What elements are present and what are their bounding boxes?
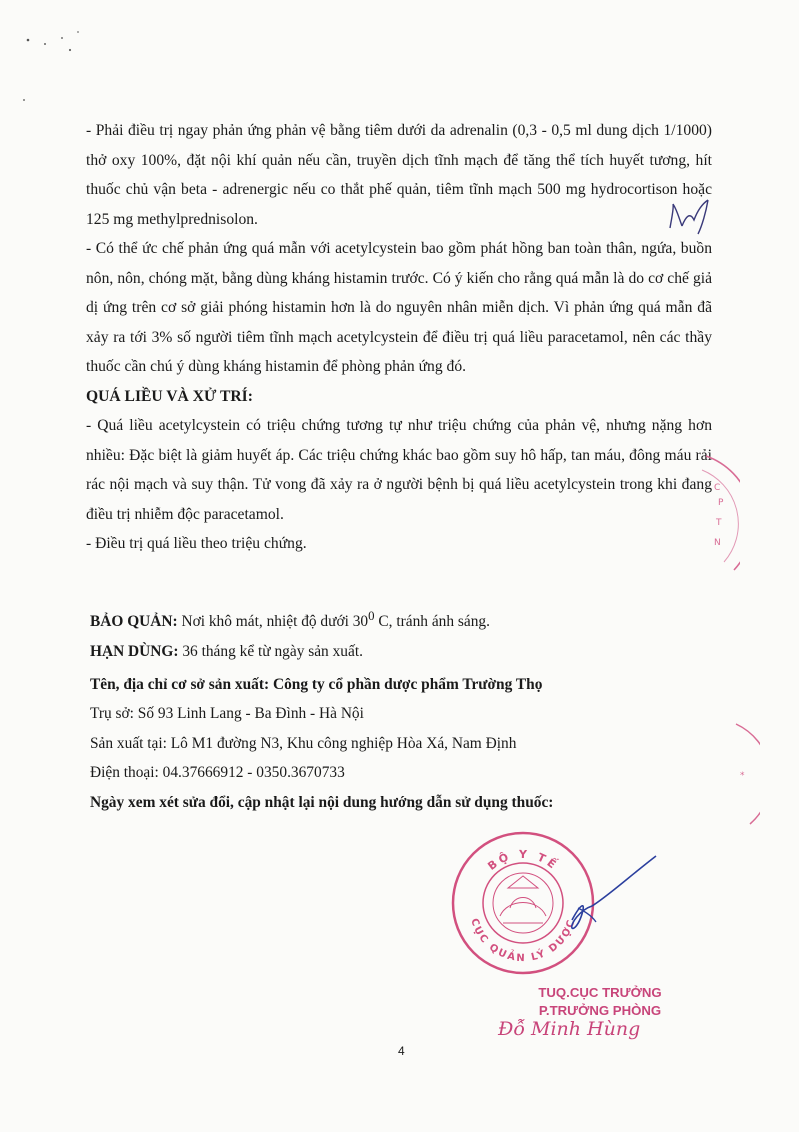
expiry-text: 36 tháng kể từ ngày sản xuất.	[178, 643, 363, 660]
expiry-label: HẠN DÙNG:	[90, 643, 179, 660]
storage-text: Nơi khô mát, nhiệt độ dưới 30	[177, 613, 369, 631]
svg-text:*: *	[740, 771, 745, 781]
seal-top-text: BỘ Y TẾ	[485, 847, 561, 873]
storage-text-after: C, tránh ánh sáng.	[374, 613, 490, 631]
manufacturer-name: Công ty cổ phần dược phẩm Trường Thọ	[269, 676, 543, 693]
revision-date-label: Ngày xem xét sửa đổi, cập nhật lại nội dung hướng dẫn sử dụng thuốc:	[90, 793, 554, 811]
phone-line: Điện thoại: 04.37666912 - 0350.3670733	[90, 764, 345, 782]
overdose-heading: QUÁ LIỀU VÀ XỬ TRÍ:	[86, 387, 253, 405]
storage-line	[90, 602, 490, 636]
manufacturer-label: Tên, địa chỉ cơ sở sản xuất:	[90, 676, 270, 693]
signature-icon	[552, 850, 662, 940]
expiry-line	[90, 638, 363, 666]
page-number: 4	[398, 1044, 405, 1058]
svg-text:BỘ Y TẾ	[485, 848, 562, 873]
svg-text:C: C	[714, 483, 721, 493]
svg-text:P: P	[718, 498, 724, 508]
handwritten-initial-icon	[664, 198, 712, 236]
signatory-line-2: P.TRƯỞNG PHÒNG	[538, 1003, 662, 1018]
precautions-text	[86, 116, 712, 559]
storage-label: BẢO QUẢN:	[90, 613, 178, 631]
partial-stamp-right-icon	[700, 450, 740, 580]
storage-degree: 0	[368, 609, 375, 623]
factory-line: Sản xuất tại: Lô M1 đường N3, Khu công nghiệp Hòa Xá, Nam Định	[90, 734, 517, 752]
overdose-symptoms-paragraph: - Quá liều acetylcystein có triệu chứng tương tự như triệu chứng của phản vệ, nhưng nặng hơn nhiều: Đặc biệt là giảm huyết áp. Các triệu chứng khác bao gồm suy hô hấp, tan máu, đông máu rải rác nội mạch và suy thận. Tử vong đã xảy ra ở người bệnh bị quá liều acetylcystein trong khi đang điều trị nhiễm độc paracetamol.	[86, 417, 712, 523]
overdose-treatment-paragraph: - Điều trị quá liều theo triệu chứng.	[86, 535, 307, 552]
signatory-line-1: TUQ.CỤC TRƯỞNG	[538, 985, 662, 1000]
hypersensitivity-paragraph: - Có thể ức chế phản ứng quá mẫn với acetylcystein bao gồm phát hồng ban toàn thân, ngứa, buồn nôn, nôn, chóng mặt, bằng dùng kháng histamin trước. Có ý kiến cho rằng quá mẫn là do cơ chế giả dị ứng trên cơ sở giải phóng histamin hơn là do nguyên nhân miễn dịch. Vì phản ứng quá mẫn đã xảy ra tới 3% số người tiêm tĩnh mạch acetylcystein để điều trị quá liều paracetamol, nên các thầy thuốc cần chú ý dùng kháng histamin để phòng phản ứng đó.	[86, 240, 712, 375]
svg-text:T: T	[716, 518, 722, 528]
partial-stamp-margin-icon	[730, 720, 760, 830]
seal-side-text: CỤC QUẢN LÝ DƯỢC	[468, 917, 578, 965]
signatory-title-block	[520, 984, 680, 1020]
manufacturer-block	[90, 670, 553, 817]
head-office-line: Trụ sở: Số 93 Linh Lang - Ba Đình - Hà Nội	[90, 705, 364, 723]
svg-text:N: N	[714, 538, 721, 548]
scan-specks	[0, 0, 120, 120]
anaphylaxis-treatment-paragraph: - Phải điều trị ngay phản ứng phản vệ bằng tiêm dưới da adrenalin (0,3 - 0,5 ml dung dịch 1/1000) thở oxy 100%, đặt nội khí quản nếu cần, truyền dịch tĩnh mạch để tăng thể tích huyết tương, hít thuốc chủ vận beta - adrenergic nếu co thắt phế quản, tiêm tĩnh mạch 500 mg hydrocortison hoặc 125 mg methylprednisolon.	[86, 122, 712, 228]
signatory-name: Đỗ Minh Hùng	[498, 1018, 641, 1040]
manufacturer-line	[90, 670, 553, 699]
